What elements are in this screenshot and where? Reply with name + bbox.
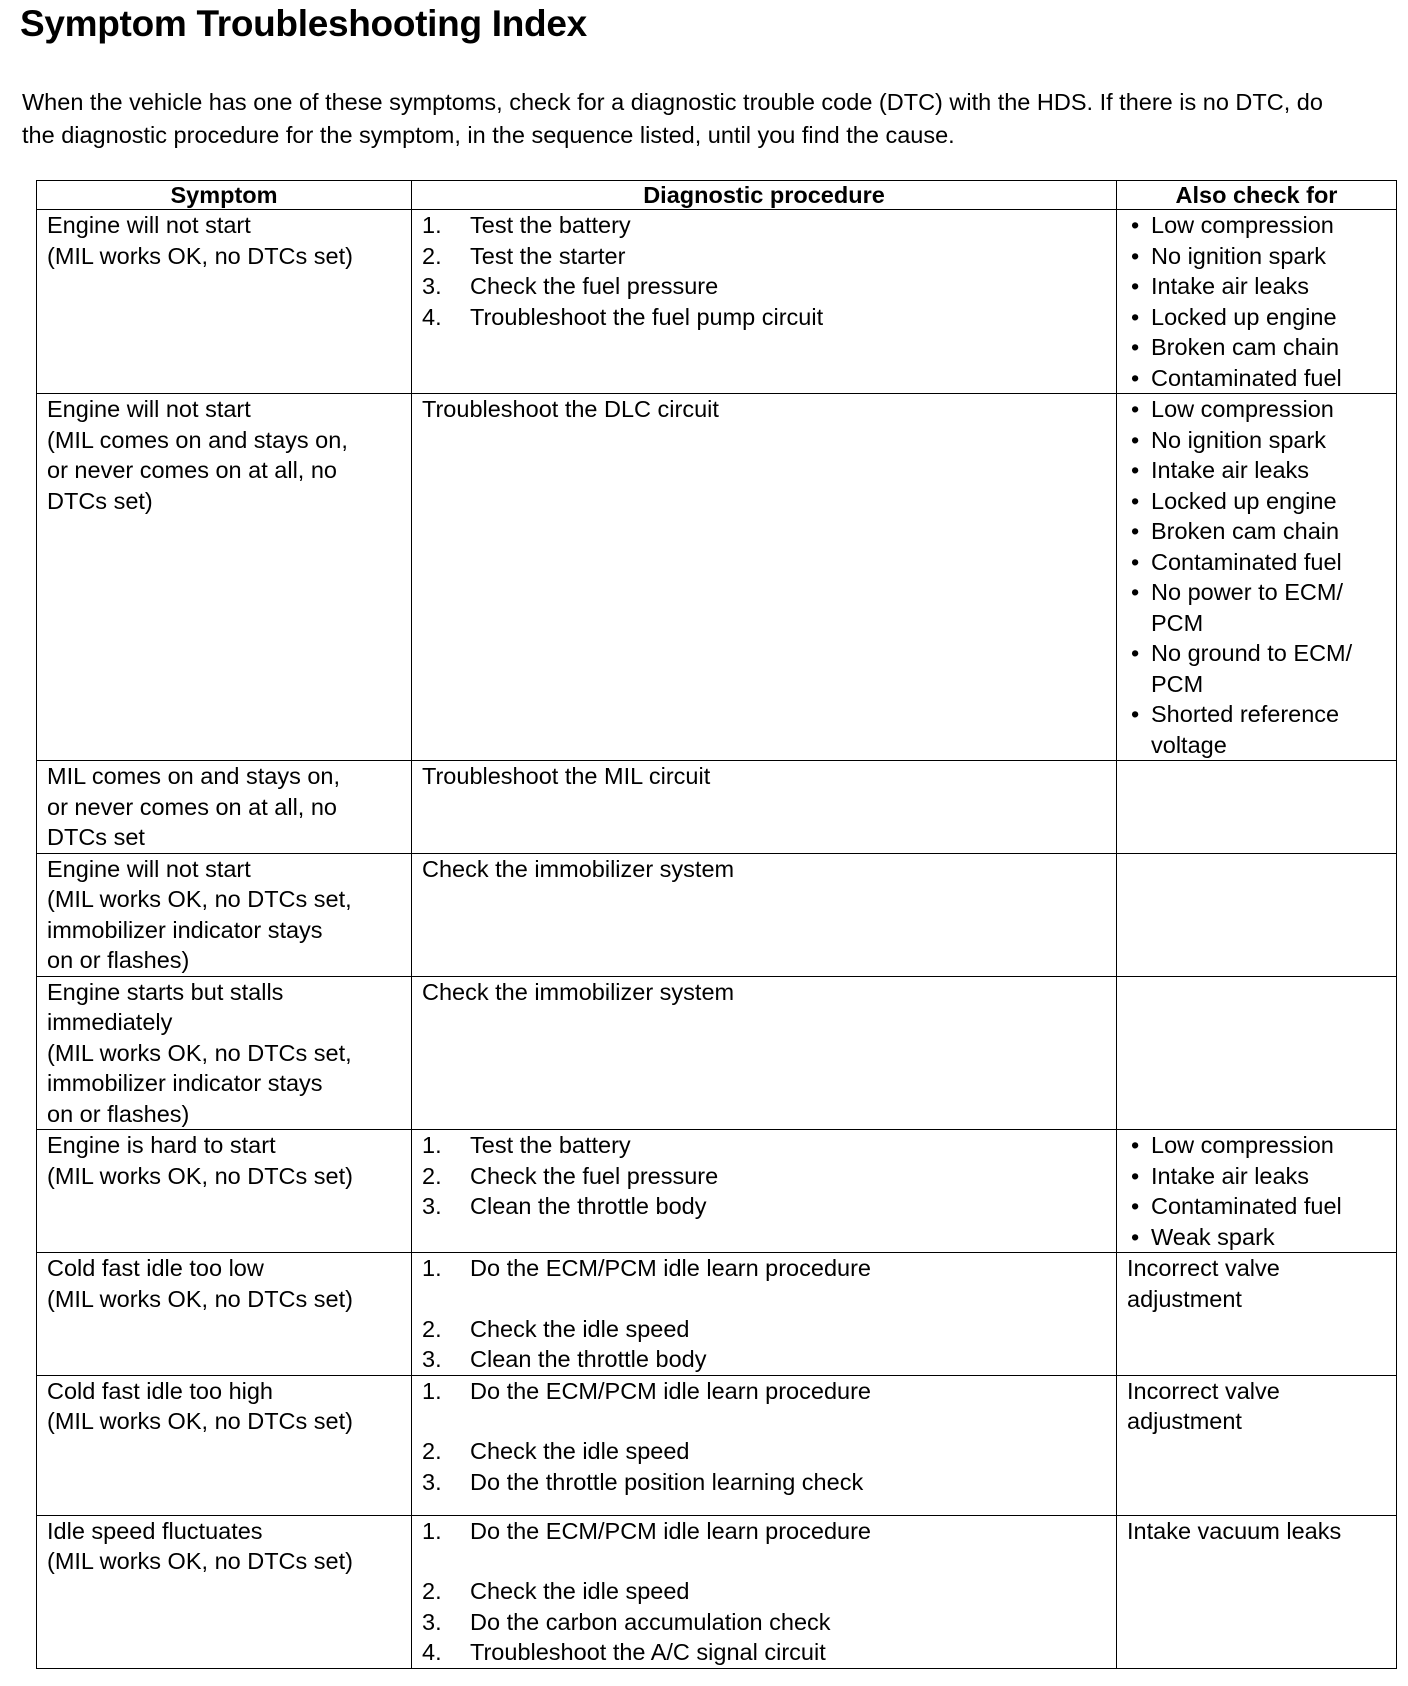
step-text: Check the idle speed [470,1315,690,1342]
procedure-text: Check the immobilizer system [422,855,735,882]
symptom-index-table [36,180,1397,1669]
symptom-text: (MIL works OK, no DTCs set, [47,1039,352,1066]
symptom-text: Engine will not start [47,212,251,238]
also-check-item: • Broken cam chain [1127,332,1386,363]
symptom-text: Engine will not start [47,396,251,422]
column-header-also-check: Also check for [1117,181,1397,210]
symptom-text: immobilizer indicator stays [47,1070,323,1096]
step-number: 2. [422,242,442,269]
symptom-text: MIL comes on and stays on, [47,763,341,789]
symptom-text: Engine starts but stalls [47,978,284,1005]
symptom-cell [37,394,412,761]
table-row [37,853,1397,976]
procedure-step [422,1516,1106,1547]
step-number: 2. [422,1315,442,1342]
step-text: Clean the throttle body [470,1346,707,1372]
symptom-cell [37,853,412,976]
procedure-cell [412,1130,1117,1253]
step-number: 2. [422,1578,442,1604]
also-check-cell [1117,976,1397,1130]
table-row [37,761,1397,854]
symptom-cell [37,1515,412,1668]
step-number: 2. [422,1162,442,1189]
procedure-cell [412,1375,1117,1515]
procedure-step [422,1191,1106,1222]
symptom-text: immobilizer indicator stays [47,916,323,943]
also-check-item: • Locked up engine [1127,302,1386,333]
step-number: 3. [422,1468,442,1495]
column-header-symptom: Symptom [37,181,412,210]
also-check-list [1127,1130,1386,1252]
also-check-cell [1117,210,1397,394]
step-number: 1. [422,212,442,238]
step-number: 3. [422,273,442,299]
also-check-item: • Intake air leaks [1127,455,1386,486]
step-number: 4. [422,303,442,330]
symptom-text: DTCs set) [47,487,153,514]
procedure-cell [412,1515,1117,1668]
symptom-text: on or flashes) [47,947,190,973]
procedure-step [422,210,1106,241]
also-check-item: • No ignition spark [1127,241,1386,272]
step-text: Check the fuel pressure [470,273,719,299]
also-check-cell [1117,1375,1397,1515]
also-check-item: • Low compression [1127,210,1386,241]
also-check-item: • Intake air leaks [1127,1161,1386,1192]
table-body [37,210,1397,1669]
also-check-item: • Low compression [1127,1130,1386,1161]
also-check-cell [1117,1130,1397,1253]
table-row [37,394,1397,761]
step-number: 1. [422,1132,442,1158]
step-text: Test the starter [470,242,626,269]
step-number: 3. [422,1193,442,1219]
step-text: Do the ECM/PCM idle learn procedure [470,1377,871,1404]
procedure-step [422,1130,1106,1161]
procedure-step [422,271,1106,302]
also-check-text: Incorrect valve adjustment [1127,1255,1280,1312]
symptom-text: Cold fast idle too high [47,1377,274,1404]
symptom-cell [37,761,412,854]
procedure-cell [412,210,1117,394]
also-check-cell [1117,1515,1397,1668]
table-row [37,1130,1397,1253]
also-check-item: • Contaminated fuel [1127,547,1386,578]
symptom-cell [37,1130,412,1253]
also-check-item: • No ground to ECM/ PCM [1127,638,1386,699]
symptom-cell [37,976,412,1130]
also-check-list [1127,394,1386,760]
symptom-text: (MIL works OK, no DTCs set) [47,242,353,269]
symptom-cell [37,1253,412,1376]
procedure-cell [412,853,1117,976]
procedure-steps [422,1130,1106,1222]
procedure-text: Check the immobilizer system [422,978,735,1005]
table-header-row [37,181,1397,210]
also-check-item: • Broken cam chain [1127,516,1386,547]
procedure-steps [422,1516,1106,1668]
table-row [37,1253,1397,1376]
step-number: 3. [422,1346,442,1372]
also-check-text: Incorrect valve adjustment [1127,1377,1280,1434]
symptom-text: (MIL works OK, no DTCs set) [47,1408,353,1434]
also-check-item: • No power to ECM/ PCM [1127,577,1386,638]
symptom-text: Cold fast idle too low [47,1255,264,1281]
procedure-steps [422,1253,1106,1375]
step-text: Check the fuel pressure [470,1162,719,1189]
symptom-text: on or flashes) [47,1100,190,1127]
step-number: 4. [422,1639,442,1665]
step-text: Clean the throttle body [470,1193,707,1219]
symptom-text: Engine will not start [47,855,251,882]
procedure-step [422,1314,1106,1345]
symptom-cell [37,1375,412,1515]
symptom-text: (MIL works OK, no DTCs set) [47,1162,353,1189]
procedure-step [422,241,1106,272]
symptom-text: (MIL works OK, no DTCs set) [47,1548,353,1574]
table-row [37,210,1397,394]
also-check-item: • Locked up engine [1127,486,1386,517]
page-title: Symptom Troubleshooting Index [20,3,587,44]
step-text: Test the battery [470,212,631,238]
procedure-step [422,1637,1106,1668]
procedure-cell [412,394,1117,761]
step-number: 1. [422,1377,442,1404]
procedure-step [422,1576,1106,1607]
symptom-text: Engine is hard to start [47,1132,276,1158]
step-text: Check the idle speed [470,1438,690,1464]
symptom-text: or never comes on at all, no [47,457,337,483]
symptom-text: (MIL works OK, no DTCs set, [47,886,352,912]
symptom-text: Idle speed fluctuates [47,1517,263,1544]
step-text: Troubleshoot the A/C signal circuit [470,1639,826,1665]
procedure-text: Troubleshoot the DLC circuit [422,396,719,422]
also-check-cell [1117,761,1397,854]
procedure-step [422,1161,1106,1192]
procedure-cell [412,1253,1117,1376]
procedure-step [422,1436,1106,1467]
step-text: Do the throttle position learning check [470,1468,864,1495]
also-check-cell [1117,1253,1397,1376]
step-number: 2. [422,1438,442,1464]
step-text: Check the idle speed [470,1578,690,1604]
symptom-cell [37,210,412,394]
procedure-step [422,1467,1106,1498]
procedure-step [422,1344,1106,1375]
also-check-item: • Contaminated fuel [1127,363,1386,394]
symptom-text: (MIL works OK, no DTCs set) [47,1285,353,1312]
also-check-item: • Intake air leaks [1127,271,1386,302]
step-text: Test the battery [470,1132,631,1158]
symptom-text: DTCs set [47,824,145,850]
procedure-text: Troubleshoot the MIL circuit [422,763,711,789]
also-check-item: • Shorted reference voltage [1127,699,1386,760]
also-check-item: • Weak spark [1127,1222,1386,1253]
procedure-step [422,1253,1106,1284]
table-row [37,1515,1397,1668]
procedure-steps [422,1376,1106,1498]
column-header-procedure: Diagnostic procedure [412,181,1117,210]
symptom-text: (MIL comes on and stays on, [47,426,348,453]
procedure-cell [412,761,1117,854]
procedure-step [422,302,1106,333]
step-number: 1. [422,1255,442,1281]
step-number: 3. [422,1608,442,1635]
procedure-step [422,1376,1106,1407]
step-text: Do the ECM/PCM idle learn procedure [470,1517,871,1544]
also-check-item: • No ignition spark [1127,425,1386,456]
step-text: Do the ECM/PCM idle learn procedure [470,1255,871,1281]
also-check-text: Intake vacuum leaks [1127,1517,1342,1544]
table-row [37,1375,1397,1515]
step-text: Do the carbon accumulation check [470,1608,831,1635]
also-check-item: • Low compression [1127,394,1386,425]
also-check-cell [1117,853,1397,976]
procedure-steps [422,210,1106,332]
also-check-list [1127,210,1386,393]
procedure-step [422,1607,1106,1638]
also-check-item: • Contaminated fuel [1127,1191,1386,1222]
intro-paragraph: When the vehicle has one of these symptoms, check for a diagnostic trouble code (DTC) with the HDS. If there is no DTC, do the diagnostic procedure for the symptom, in the sequence listed, until you find the cause. [22,89,1323,148]
step-text: Troubleshoot the fuel pump circuit [470,303,824,330]
also-check-cell [1117,394,1397,761]
step-number: 1. [422,1517,442,1544]
symptom-text: immediately [47,1009,173,1035]
table-row [37,976,1397,1130]
symptom-text: or never comes on at all, no [47,793,337,820]
procedure-cell [412,976,1117,1130]
